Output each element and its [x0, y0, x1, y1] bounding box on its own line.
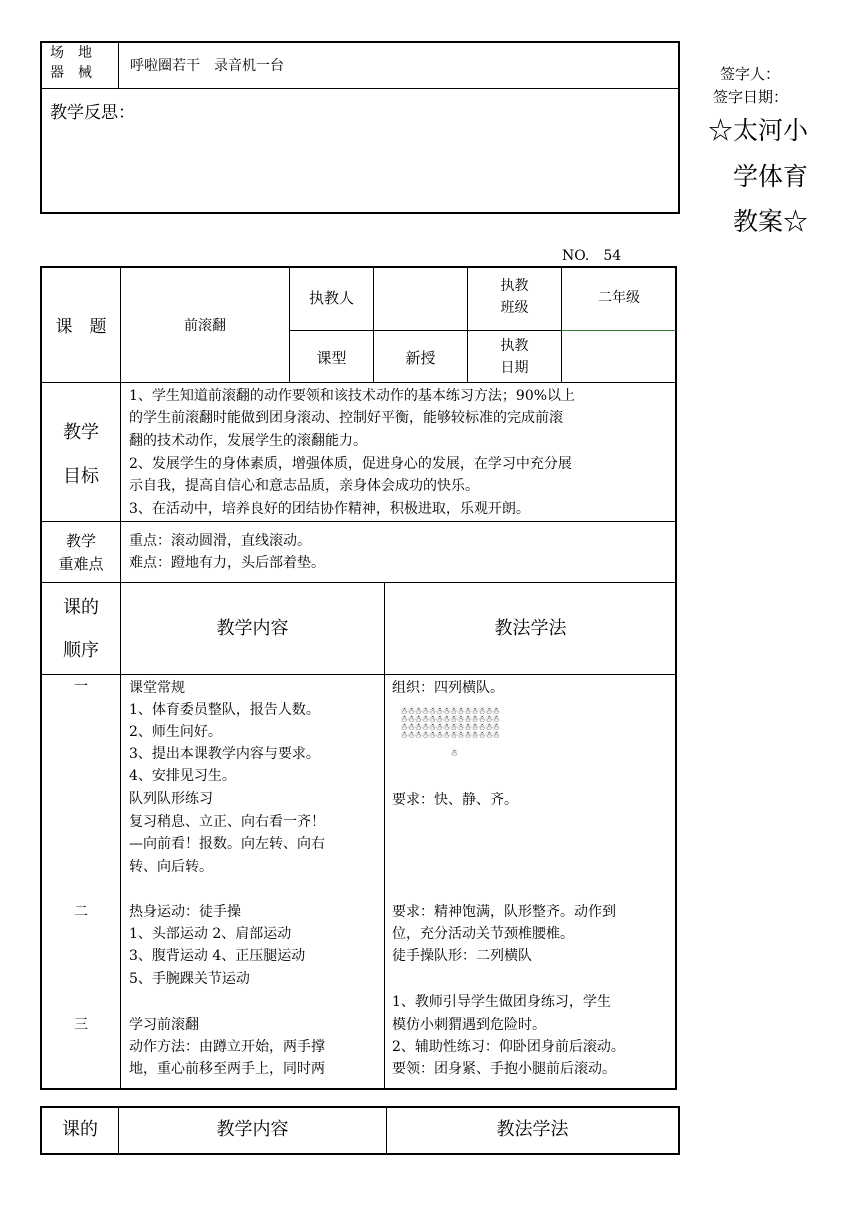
section-content-line: 复习稍息、立正、向右看一齐！ [129, 814, 325, 830]
goal-line: 的学生前滚翻时能做到团身滚动、控制好平衡，能够较标准的完成前滚 [129, 410, 563, 426]
goal-line: 3、在活动中，培养良好的团结协作精神，积极进取，乐观开朗。 [129, 501, 530, 517]
venue-label-divider [118, 42, 119, 88]
signer-label: 签字人： [719, 65, 780, 83]
section-content-line: 1、体育委员整队，报告人数。 [129, 702, 320, 718]
section-number: 三 [74, 1017, 88, 1033]
section-content-line: 3、腹背运动 4、正压腿运动 [129, 948, 306, 964]
date-label-line1: 执教 [500, 338, 529, 354]
teacher-label: 执教人 [308, 289, 354, 307]
venue-row-divider [41, 88, 679, 89]
goals-label-line1: 教学 [63, 422, 99, 443]
section-method-line: 位，充分活动关节颈椎腰椎。 [392, 926, 574, 942]
section-content-line: 队列队形练习 [129, 791, 213, 807]
section-content-line: —向前看！报数。向左转、向右 [129, 836, 325, 852]
topic-goal-divider [41, 382, 676, 383]
section-method-line: 1、教师引导学生做团身练习，学生 [392, 994, 611, 1010]
keypoint-line: 难点：蹬地有力，头后部着垫。 [129, 555, 325, 571]
bottom-method-label: 教法学法 [496, 1119, 569, 1140]
section-content-line: 学习前滚翻 [129, 1017, 199, 1033]
section-content-line: 转、向后转。 [129, 859, 213, 875]
type-label: 课型 [316, 349, 347, 367]
bottom-order-label: 课的 [62, 1119, 98, 1140]
document-title-line1: ☆太河小 [707, 116, 808, 145]
section-content-line: 5、手腕踝关节运动 [129, 971, 250, 987]
goal-line: 1、学生知道前滚翻的动作要领和该技术动作的基本练习方法；90%以上 [129, 388, 576, 404]
date-label-line2: 日期 [500, 360, 529, 376]
venue-label-line1: 场 地 [50, 45, 92, 61]
section-number: 一 [74, 679, 88, 695]
keypoint-line: 重点：滚动圆滑，直线滚动。 [129, 533, 311, 549]
bottom-content-label: 教学内容 [216, 1119, 289, 1140]
topic-label: 课 题 [55, 317, 107, 337]
section-content-line: 1、头部运动 2、肩部运动 [129, 926, 292, 942]
formation-row: ☃☃☃☃☃☃☃☃☃☃☃☃☃☃ [400, 715, 499, 725]
document-number: NO. 54 [562, 248, 622, 264]
header-row-divider [289, 330, 561, 331]
class-value-divider [561, 267, 562, 382]
venue-value: 呼啦圈若干 录音机一台 [130, 58, 284, 74]
goal-line: 示自我，提高自信心和意志品质，亲身体会成功的快乐。 [129, 478, 479, 494]
section-content-line: 地，重心前移至两手上，同时两 [129, 1061, 325, 1077]
goal-keypoint-divider [41, 521, 676, 522]
section-method-line: 徒手操队形：二列横队 [392, 948, 532, 964]
formation-teacher: ☃ [450, 749, 458, 759]
keypoint-column-divider [41, 582, 676, 583]
reflection-label: 教学反思： [50, 103, 135, 123]
section-content-line: 2、师生问好。 [129, 724, 222, 740]
section-content-line: 动作方法：由蹲立开始，两手撑 [129, 1039, 325, 1055]
topic-value: 前滚翻 [184, 318, 226, 334]
document-title-line2: 学体育 [732, 162, 808, 191]
document-title-line3: 教案☆ [732, 207, 808, 236]
goal-line: 翻的技术动作，发展学生的滚翻能力。 [129, 433, 367, 449]
goals-label-line2: 目标 [63, 466, 99, 487]
order-label-line1: 课的 [63, 597, 99, 618]
column-header-divider [41, 674, 676, 675]
section-method-line: 要领：团身紧、手抱小腿前后滚动。 [392, 1061, 616, 1077]
section-method-line: 要求：精神饱满，队形整齐。动作到 [392, 904, 616, 920]
section-number: 二 [74, 904, 88, 920]
keypoints-label-line1: 教学 [65, 532, 96, 550]
section-content-line: 热身运动：徒手操 [129, 904, 241, 920]
content-method-divider [384, 582, 385, 1089]
formation-requirement: 要求：快、静、齐。 [392, 792, 518, 808]
formation-organization: 组织：四列横队。 [392, 680, 504, 696]
formation-row: ☃☃☃☃☃☃☃☃☃☃☃☃☃☃ [400, 723, 499, 733]
order-label-line2: 顺序 [63, 640, 99, 661]
keypoints-label-line2: 重难点 [58, 555, 104, 573]
formation-row: ☃☃☃☃☃☃☃☃☃☃☃☃☃☃ [400, 707, 499, 717]
section-method-line: 模仿小刺猬遇到危险时。 [392, 1017, 546, 1033]
class-cell-divider [561, 330, 676, 331]
class-label-line2: 班级 [500, 300, 529, 316]
section-method-line: 2、辅助性练习：仰卧团身前后滚动。 [392, 1039, 625, 1055]
type-value: 新授 [405, 349, 436, 367]
goal-line: 2、发展学生的身体素质，增强体质，促进身心的发展，在学习中充分展 [129, 456, 572, 472]
formation-row: ☃☃☃☃☃☃☃☃☃☃☃☃☃☃ [400, 731, 499, 741]
label-column-divider [120, 267, 121, 1089]
venue-label-line2: 器 械 [50, 65, 92, 81]
class-value: 二年级 [598, 290, 640, 306]
section-content-line: 课堂常规 [129, 680, 185, 696]
method-column-header: 教法学法 [494, 618, 567, 639]
content-column-header: 教学内容 [216, 618, 289, 639]
section-content-line: 3、提出本课教学内容与要求。 [129, 746, 320, 762]
formation-diagram [400, 708, 499, 758]
sign-date-label: 签字日期： [712, 88, 788, 106]
section-content-line: 4、安排见习生。 [129, 768, 236, 784]
class-label-line1: 执教 [500, 278, 529, 294]
